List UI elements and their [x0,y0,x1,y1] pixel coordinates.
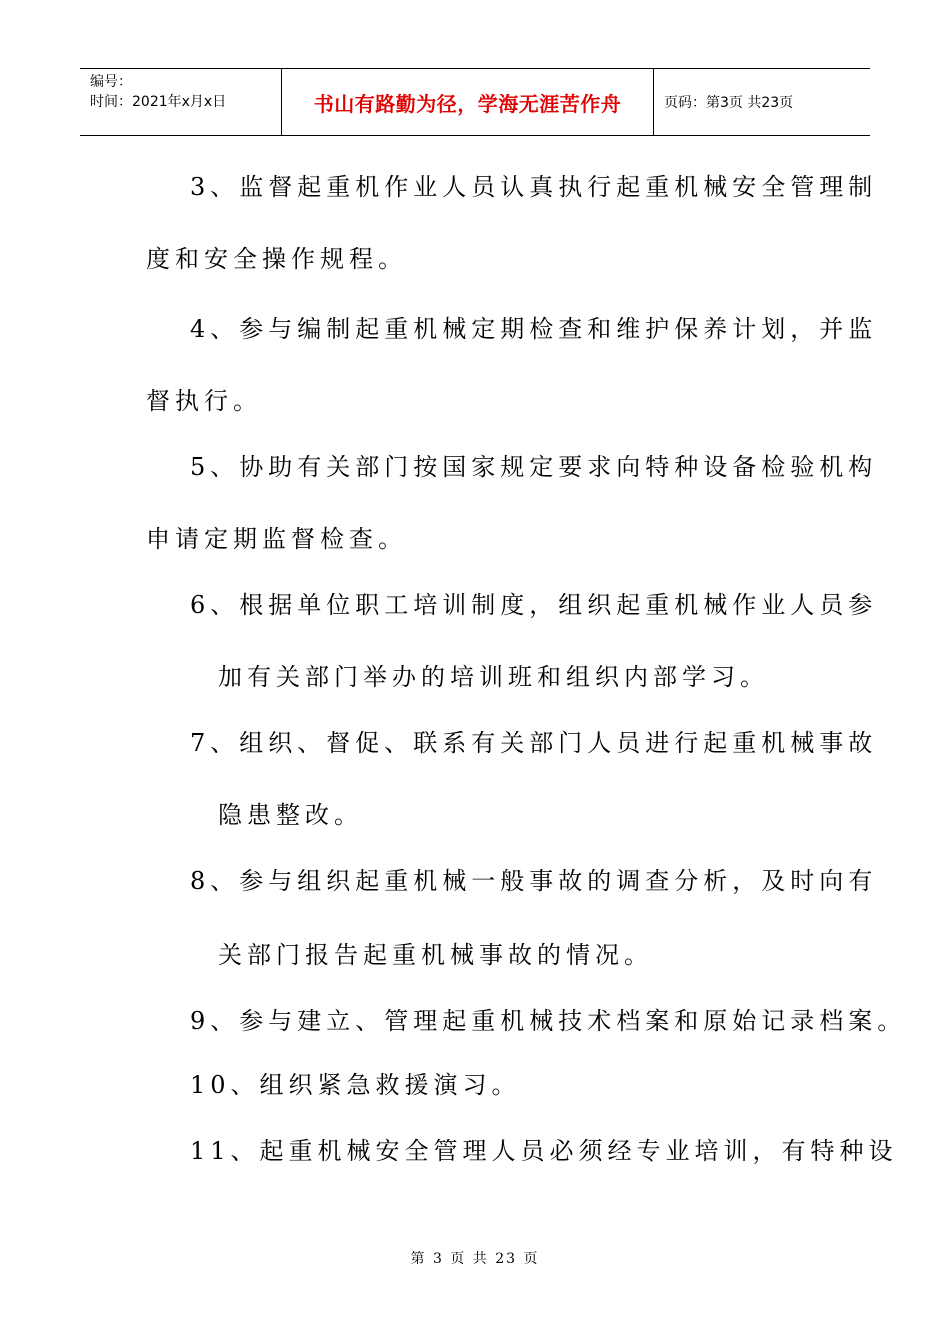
header-meta [80,69,282,135]
text-line-7: 6、根据单位职工培训制度，组织起重机械作业人员参 [190,591,878,619]
text-line-1: 3、监督起重机作业人员认真执行起重机械安全管理制 [190,173,878,201]
text-line-12: 关部门报告起重机械事故的情况。 [218,941,653,969]
header-motto: 书山有路勤为径，学海无涯苦作舟 [282,69,654,135]
text-line-8: 加有关部门举办的培训班和组织内部学习。 [218,663,769,691]
document-date: 时间：2021年x月x日 [90,94,227,110]
page-header [80,68,870,136]
text-line-9: 7、组织、督促、联系有关部门人员进行起重机械事故 [190,729,878,757]
text-line-5: 5、协助有关部门按国家规定要求向特种设备检验机构 [190,453,878,481]
text-line-3: 4、参与编制起重机械定期检查和维护保养计划，并监 [190,315,878,343]
text-line-10: 隐患整改。 [218,801,363,829]
document-code-label: 编号： [90,74,132,90]
text-line-4: 督执行。 [146,387,262,415]
text-line-11: 8、参与组织起重机械一般事故的调查分析，及时向有 [190,867,878,895]
text-line-13: 9、参与建立、管理起重机械技术档案和原始记录档案。 [190,1007,907,1035]
text-line-14: 10、组织紧急救援演习。 [190,1071,521,1099]
text-line-15: 11、起重机械安全管理人员必须经专业培训，有特种设 [190,1137,898,1165]
text-line-2: 度和安全操作规程。 [146,245,407,273]
text-line-6: 申请定期监督检查。 [146,525,407,553]
header-page-info: 页码：第3页 共23页 [664,95,794,111]
page-footer: 第 3 页 共 23 页 [410,1251,540,1267]
